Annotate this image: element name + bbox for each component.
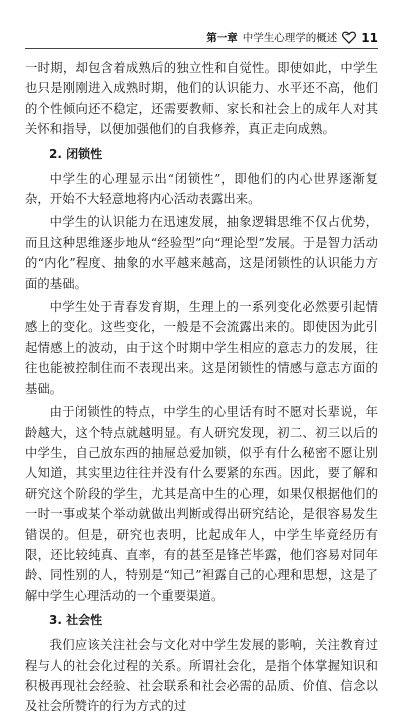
body-paragraph: 我们应该关注社会与文化对中学生发展的影响，关注教育过程与人的社会化过程的关系。所谓社会化，是指个体掌握知识和积极再现社会经验、社会联系和社会必需的品质、价值、信念以及社会所赞许的行为方式的过 — [25, 638, 378, 714]
page-body — [25, 58, 378, 720]
body-paragraph: 中学生的心理显示出“闭锁性”，即他们的内心世界逐渐复杂，开始不大轻意地将内心活动表露出来。 — [25, 171, 378, 207]
header-divider — [25, 48, 378, 49]
body-paragraph: 一时期，却包含着成熟后的独立性和自觉性。即使如此，中学生也只是刚刚进入成熟时期，他们的认识能力、水平还不高，他们的个性倾向还不稳定，还需要教师、家长和社会上的成年人对其关怀和指导，以便加强他们的自我修养，真正走向成熟。 — [25, 61, 378, 137]
chapter-title: 中学生心理学的概述 — [242, 32, 338, 44]
running-header — [206, 30, 378, 45]
page-number: 11 — [361, 30, 378, 45]
section-heading: 3. 社会性 — [49, 613, 103, 628]
body-paragraph: 中学生的认识能力在迅速发展，抽象逻辑思维不仅占优势，而且这种思维逐步地从“经验型”向“理论型”发展。于是智力活动的“内化”程度、抽象的水平越来越高，这是闭锁性的认识能力方面的基础。 — [25, 215, 378, 291]
body-paragraph: 由于闭锁性的特点，中学生的心里话有时不愿对长辈说，年龄越大，这个特点就越明显。有人研究发现，初二、初三以后的中学生，自己放东西的抽屉总爱加锁，似乎有什么秘密不愿让别人知道，其实里边往往并没有什么要紧的东西。因此，要了解和研究这个阶段的学生，尤其是高中生的心理，如果仅根据他们的一时一事或某个举动就做出判断或得出研究结论，是很容易发生错误的。但是，研究也表明，比起成年人，中学生毕竟经历有限，还比较纯真、直率，有的甚至是锋芒毕露，他们容易对同年龄、同性别的人，特别是“知己”袒露自己的心理和思想，这是了解中学生心理活动的一个重要渠道。 — [25, 405, 378, 603]
heart-icon — [342, 31, 356, 44]
chapter-label: 第一章 — [206, 32, 238, 44]
section-heading: 2. 闭锁性 — [49, 146, 103, 161]
body-paragraph: 中学生处于青春发育期，生理上的一系列变化必然要引起情感上的变化。这些变化，一般是不会流露出来的。即使因为此引起情感上的波动，由于这个时期中学生相应的意志力的发展，往往也能被控制住而不表现出来。这是闭锁性的情感与意志方面的基础。 — [25, 300, 378, 396]
